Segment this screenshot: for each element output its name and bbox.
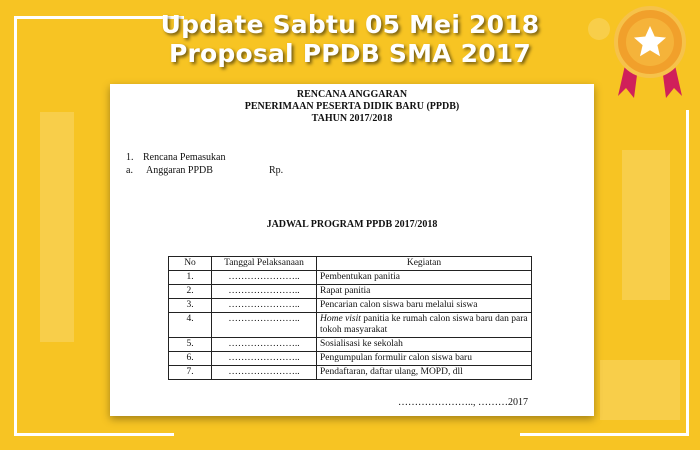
- row-number: 5.: [169, 338, 212, 352]
- table-row: [169, 366, 532, 380]
- doc-title-3: TAHUN 2017/2018: [311, 113, 393, 124]
- table-row: [169, 313, 532, 338]
- row-date: …………………..: [212, 271, 317, 285]
- row-number: 4.: [169, 313, 212, 338]
- row-activity-rest: panitia ke rumah calon siswa baru dan para tokoh masyarakat: [320, 314, 528, 335]
- plant-decoration: [600, 360, 680, 420]
- signature-date-line: ………………….., ………2017: [398, 397, 528, 408]
- column-header-no: No: [169, 257, 212, 271]
- frame-line-left: [14, 16, 17, 436]
- item-1-number: 1.: [126, 152, 134, 163]
- column-header-activity: Kegiatan: [317, 257, 532, 271]
- row-activity: Pendaftaran, daftar ulang, MOPD, dll: [317, 366, 532, 380]
- table-row: [169, 338, 532, 352]
- row-activity: Pembentukan panitia: [317, 271, 532, 285]
- schedule-title: JADWAL PROGRAM PPDB 2017/2018: [266, 219, 438, 230]
- headline-line-1: Update Sabtu 05 Mei 2018: [160, 10, 540, 39]
- row-activity: Sosialisasi ke sekolah: [317, 338, 532, 352]
- table-row: [169, 352, 532, 366]
- frame-line-bottom-left: [14, 433, 174, 436]
- frame-line-bottom-right: [520, 433, 689, 436]
- headline-line-2: Proposal PPDB SMA 2017: [169, 39, 531, 68]
- row-number: 2.: [169, 285, 212, 299]
- row-date: …………………..: [212, 352, 317, 366]
- document-page: [110, 84, 594, 416]
- frame-line-right: [686, 110, 689, 436]
- headline: [0, 10, 700, 68]
- table-row: [169, 299, 532, 313]
- row-activity: Pengumpulan formulir calon siswa baru: [317, 352, 532, 366]
- row-number: 1.: [169, 271, 212, 285]
- star-ribbon-icon: [610, 2, 690, 100]
- row-activity: Rapat panitia: [317, 285, 532, 299]
- column-header-date: Tanggal Pelaksanaan: [212, 257, 317, 271]
- row-date: …………………..: [212, 299, 317, 313]
- row-activity: Pencarian calon siswa baru melalui siswa: [317, 299, 532, 313]
- shelf-decoration-left: [40, 112, 74, 342]
- doc-title-2: PENERIMAAN PESERTA DIDIK BARU (PPDB): [244, 101, 460, 112]
- table-header-row: [169, 257, 532, 271]
- item-1a-value: Rp.: [269, 165, 284, 176]
- row-number: 6.: [169, 352, 212, 366]
- schedule-table: [168, 256, 532, 380]
- table-row: [169, 285, 532, 299]
- row-date: …………………..: [212, 313, 317, 338]
- row-date: …………………..: [212, 338, 317, 352]
- item-1-label: Rencana Pemasukan: [143, 152, 226, 163]
- row-number: 3.: [169, 299, 212, 313]
- doc-title-1: RENCANA ANGGARAN: [296, 89, 408, 100]
- item-1a-letter: a.: [126, 165, 133, 176]
- row-date: …………………..: [212, 285, 317, 299]
- row-number: 7.: [169, 366, 212, 380]
- shelf-decoration-right: [622, 150, 670, 300]
- table-row: [169, 271, 532, 285]
- row-activity-emphasis: Home visit: [320, 314, 361, 324]
- row-date: …………………..: [212, 366, 317, 380]
- row-activity: [317, 313, 532, 338]
- item-1a-label: Anggaran PPDB: [146, 165, 213, 176]
